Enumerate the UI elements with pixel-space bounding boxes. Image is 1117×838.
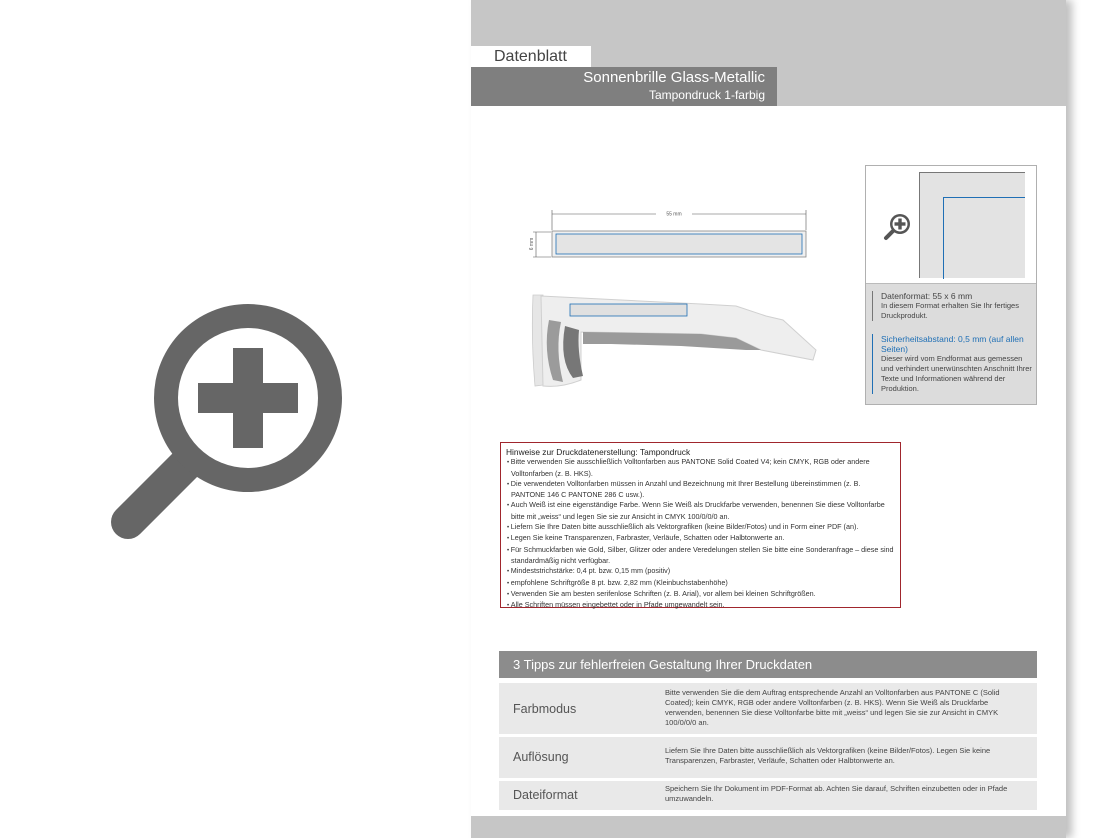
tip-text: Liefern Sie Ihre Daten bitte ausschließlich als Vektorgrafiken (keine Bilder/Fotos). Legen Sie keine Transparenzen, Farbraster, Verläufe, Schatten oder Halbtonwerte an. [665, 746, 991, 765]
list-item: • Auch Weiß ist eine eigenständige Farbe. Wenn Sie Weiß als Druckfarbe verwenden, benennen Sie diese Volltonfarbe bitte mit „weiss“ und legen Sie sie zur Ansicht in CMYK 100/0/0/0 an. [506, 500, 895, 522]
list-item: • Verwenden Sie am besten serifenlose Schriften (z. B. Arial), vor allem bei kleinen Schriftgrößen. [506, 589, 895, 600]
format-info-box [865, 165, 1037, 405]
list-item: • Liefern Sie Ihre Daten bitte ausschließlich als Vektorgrafiken (keine Bilder/Fotos) und in Form einer PDF (an). [506, 522, 895, 533]
list-item: • Legen Sie keine Transparenzen, Farbraster, Verläufe, Schatten oder Halbtonwerte an. [506, 533, 895, 544]
safety-text: Dieser wird vom Endformat aus gemessen und verhindert unerwünschten Anschnitt Ihrer Texte und Informationen während der Produktion. [881, 354, 1032, 393]
datasheet-page [471, 0, 1066, 838]
tip-row-dateiformat [499, 781, 1037, 810]
format-text: In diesem Format erhalten Sie Ihr fertiges Druckprodukt. [881, 301, 1019, 320]
tip-label: Dateiformat [513, 788, 578, 802]
list-item: • Bitte verwenden Sie ausschließlich Volltonfarben aus PANTONE Solid Coated V4; kein CMYK, RGB oder andere Volltonfarben (z. B. HKS). [506, 457, 895, 479]
height-dimension-label: 6 mm [529, 237, 535, 251]
title-box [471, 67, 777, 106]
tip-label: Auflösung [513, 750, 569, 764]
tip-text: Speichern Sie Ihr Dokument im PDF-Format ab. Achten Sie darauf, Schriften einzubetten oder in Pfade umzuwandeln. [665, 784, 1008, 803]
format-area [919, 172, 1025, 278]
list-item: • Alle Schriften müssen eingebettet oder in Pfade umgewandelt sein. [506, 600, 895, 611]
product-subtitle: Tampondruck 1-farbig [648, 88, 765, 102]
format-preview [866, 166, 1036, 284]
safety-title: Sicherheitsabstand: 0,5 mm (auf allen Seiten) [881, 334, 1024, 354]
width-dimension-label: 55 mm [666, 211, 682, 218]
format-title: Datenformat: 55 x 6 mm [881, 291, 973, 301]
tips-heading: 3 Tipps zur fehlerfreien Gestaltung Ihrer Druckdaten [499, 651, 1037, 678]
print-area-diagram [521, 200, 821, 390]
footer-band [471, 816, 1066, 838]
format-description [872, 291, 1032, 321]
hints-list [506, 457, 895, 611]
list-item: • Für Schmuckfarben wie Gold, Silber, Glitzer oder andere Veredelungen stellen Sie bitte eine Sonderanfrage – diese sind standardmäßig nicht verfügbar. [506, 545, 895, 567]
tip-row-aufloesung [499, 737, 1037, 778]
zoom-in-icon[interactable] [100, 300, 360, 550]
safety-margin-description [872, 334, 1032, 394]
hints-title: Hinweise zur Druckdatenerstellung: Tampondruck [506, 447, 691, 457]
zoom-in-icon[interactable] [882, 212, 912, 242]
product-title: Sonnenbrille Glass-Metallic [583, 69, 765, 86]
tip-text: Bitte verwenden Sie die dem Auftrag entsprechende Anzahl an Volltonfarben aus PANTONE C (Solid Coated); kein CMYK, RGB oder andere Volltonfarben (z. B. HKS). Wenn Sie Weiß als Druckfarbe verwenden, benennen Sie diese Volltonfarbe bitte mit „weiss“ und legen Sie sie zur Ansicht in CMYK 100/0/0/0 an. [665, 688, 1000, 727]
list-item: • Die verwendeten Volltonfarben müssen in Anzahl und Bezeichnung mit Ihrer Bestellung übereinstimmen (z. B. PANTONE 146 C PANTONE 286 C usw.). [506, 479, 895, 501]
document-type-tag: Datenblatt [471, 46, 591, 67]
list-item: • Mindeststrichstärke: 0,4 pt. bzw. 0,15 mm (positiv) [506, 566, 895, 577]
list-item: • empfohlene Schriftgröße 8 pt. bzw. 2,82 mm (Kleinbuchstabenhöhe) [506, 578, 895, 589]
tip-row-farbmodus [499, 683, 1037, 734]
tip-label: Farbmodus [513, 702, 577, 716]
safety-margin-area [943, 197, 1025, 279]
print-hints-box [500, 442, 901, 608]
